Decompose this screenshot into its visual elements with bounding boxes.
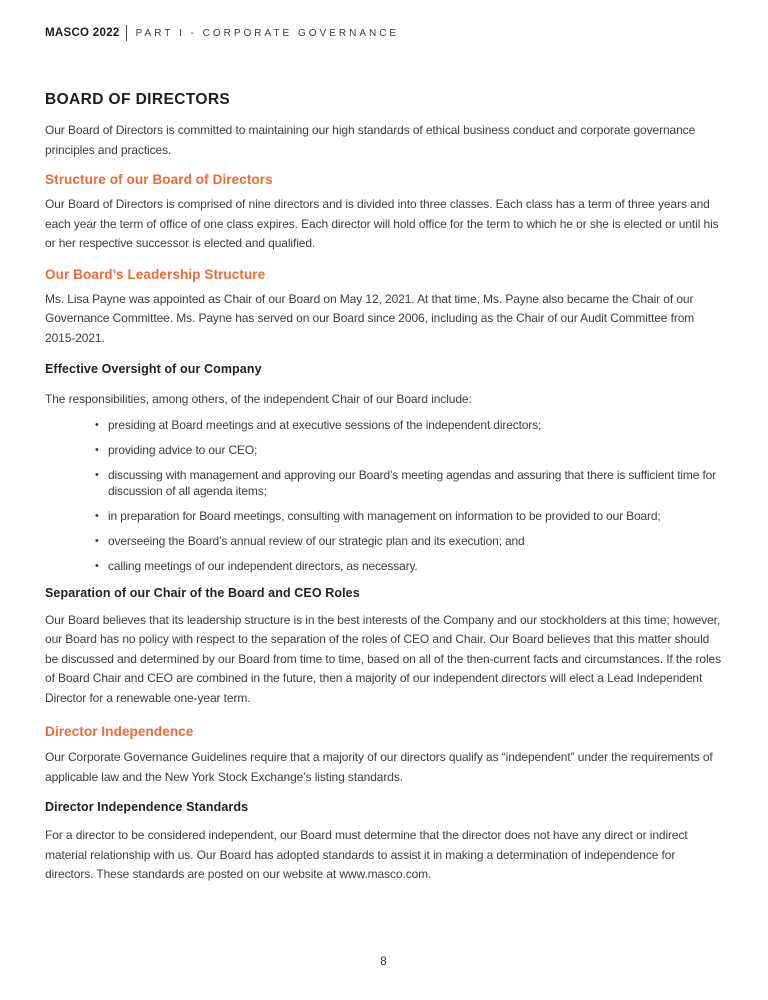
list-item: • presiding at Board meetings and at executive sessions of the independent directors; [95, 417, 720, 433]
structure-paragraph: Our Board of Directors is comprised of nine directors and is divided into three classes. Each class has a term of three years and each year the term of office of one class expires. Each director will hold office for the term to which he or she is elected or until his or her respective successor is elected and qualified. [45, 197, 719, 250]
responsibility-list [45, 417, 723, 574]
independence-standards-paragraph: For a director to be considered independent, our Board must determine that the director does not have any direct or indirect material relationship with us. Our Board has adopted standards to assist it in making a determination of independence for directors. These standards are posted on our website at www.masco.com. [45, 828, 688, 881]
separation-paragraph: Our Board believes that its leadership structure is in the best interests of the Company and our stockholders at this time; however, our Board has no policy with respect to the separation of the roles of CEO and Chair. Our Board believes that this matter should be discussed and determined by our Board from time to time, based on all of the then-current facts and circumstances. If the roles of Board Chair and CEO are combined in the future, then a majority of our independent directors will elect a Lead Independent Director for a renewable one-year term. [45, 612, 722, 705]
oversight-heading: Effective Oversight of our Company [45, 362, 262, 376]
list-item: • in preparation for Board meetings, consulting with management on information to be provided to our Board; [95, 508, 720, 524]
section-label: PART I - CORPORATE GOVERNANCE [135, 27, 400, 39]
list-item: • calling meetings of our independent directors, as necessary. [95, 558, 720, 574]
oversight-intro: The responsibilities, among others, of the independent Chair of our Board include: [45, 392, 472, 406]
running-header [45, 25, 723, 41]
page-number: 8 [380, 956, 388, 968]
header-divider [126, 25, 127, 41]
separation-heading: Separation of our Chair of the Board and CEO Roles [45, 585, 360, 600]
list-item: • providing advice to our CEO; [95, 442, 720, 458]
structure-heading: Structure of our Board of Directors [45, 172, 273, 187]
page-title: BOARD OF DIRECTORS [45, 91, 231, 108]
independence-standards-heading: Director Independence Standards [45, 800, 249, 814]
list-item: • discussing with management and approving our Board’s meeting agendas and assuring that there is sufficient time for discussion of all agenda items; [95, 467, 720, 499]
independence-paragraph: Our Corporate Governance Guidelines require that a majority of our directors qualify as “independent” under the requirements of applicable law and the New York Stock Exchange’s listing standards. [45, 750, 713, 784]
brand-label: MASCO 2022 [45, 27, 120, 39]
intro-paragraph: Our Board of Directors is committed to maintaining our high standards of ethical business conduct and corporate governance principles and practices. [45, 123, 696, 157]
independence-heading: Director Independence [45, 724, 194, 739]
leadership-heading: Our Board’s Leadership Structure [45, 266, 266, 282]
list-item: • overseeing the Board’s annual review of our strategic plan and its execution; and [95, 533, 720, 549]
leadership-paragraph: Ms. Lisa Payne was appointed as Chair of our Board on May 12, 2021. At that time, Ms. Payne also became the Chair of our Governance Committee. Ms. Payne has served on our Board since 2006, including as the Chair of our Audit Committee from 2015-2021. [45, 291, 695, 345]
